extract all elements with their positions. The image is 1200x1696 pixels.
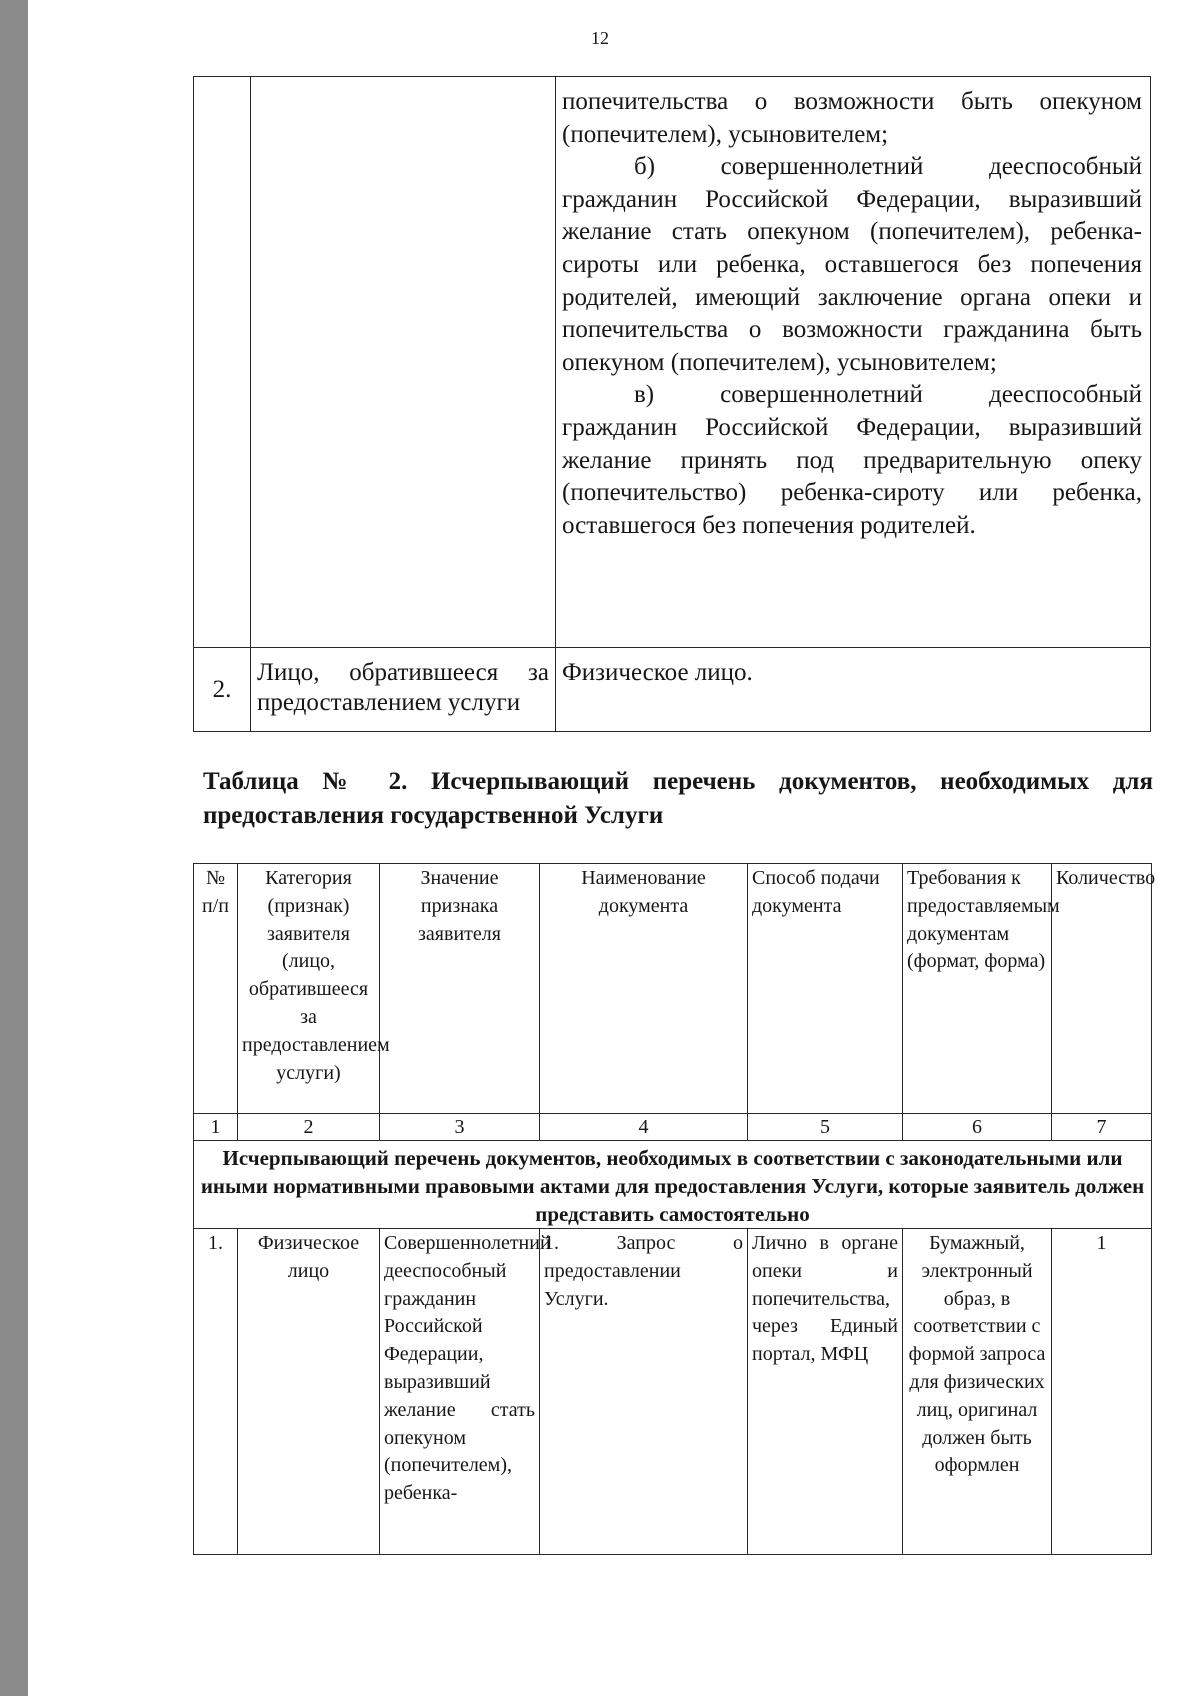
document-name: 1. Запрос о предоставлении Услуги.: [540, 1229, 748, 1555]
header-cell: № п/п: [194, 864, 238, 1114]
document-requirements: Бумажный, электронный образ, в соответствии с формой запроса для физических лиц, оригинал должен быть оформлен: [903, 1229, 1052, 1555]
applicant-value: Совершеннолетний дееспособный гражданин Российской Федерации, выразивший желание стать опекуном (попечителем), ребенка-: [380, 1229, 540, 1555]
column-number: 3: [380, 1114, 540, 1141]
paragraph: б) совершеннолетний дееспособный гражданин Российской Федерации, выразивший желание стать опекуном (попечителем), ребенка-сироты или ребенка, оставшегося без попечения родителей, имеющий заключение органа опеки и попечительства о возможности гражданина быть опекуном (попечителем), усыновителем;: [562, 153, 1142, 376]
column-number: 6: [903, 1114, 1052, 1141]
table-row: [194, 1229, 1152, 1555]
table-caption: Таблица № 2. Исчерпывающий перечень документов, необходимых для предоставления государственной Услуги: [203, 768, 1153, 829]
paragraph: попечительства о возможности быть опекуном (попечителем), усыновителем;: [562, 88, 1142, 148]
header-cell: Способ подачи документа: [748, 864, 903, 1114]
header-cell: Требования к предоставляемым документам (формат, форма): [903, 864, 1052, 1114]
applicant-category: Физическое лицо: [238, 1229, 380, 1555]
table-row: [194, 77, 1151, 648]
scan-margin-bar: [0, 0, 28, 1696]
table-cell: [251, 77, 556, 648]
column-number: 1: [194, 1114, 238, 1141]
table-cell: [194, 77, 251, 648]
header-cell: Наименование документа: [540, 864, 748, 1114]
header-cell: Количество: [1052, 864, 1152, 1114]
submission-method: Лично в органе опеки и попечительства, через Единый портал, МФЦ: [748, 1229, 903, 1555]
documents-table: [193, 863, 1156, 1555]
section-header-row: [194, 1141, 1152, 1229]
section-title: Исчерпывающий перечень документов, необходимых в соответствии с законодательными или иными нормативными правовыми актами для предоставления Услуги, которые заявитель должен представить самостоятельно: [194, 1141, 1152, 1229]
paragraph: в) совершеннолетний дееспособный гражданин Российской Федерации, выразивший желание принять под предварительную опеку (попечительство) ребенка-сироту или ребенка, оставшегося без попечения родителей.: [562, 381, 1142, 539]
column-number: 5: [748, 1114, 903, 1141]
row-number: 1.: [194, 1229, 238, 1555]
applicant-table-continued: [193, 76, 1151, 732]
column-number-row: [194, 1114, 1152, 1141]
applicant-description-cell: [556, 77, 1151, 648]
header-cell: Значение признака заявителя: [380, 864, 540, 1114]
column-number: 2: [238, 1114, 380, 1141]
table-row: [194, 648, 1151, 732]
page-number: 12: [591, 28, 609, 48]
row-label: Лицо, обратившееся за предоставлением услуги: [251, 648, 556, 732]
document-quantity: 1: [1052, 1229, 1152, 1555]
column-number: 4: [540, 1114, 748, 1141]
row-value: Физическое лицо.: [556, 648, 1151, 732]
header-cell: Категория (признак) заявителя (лицо, обратившееся за предоставлением услуги): [238, 864, 380, 1114]
table-header-row: [194, 864, 1152, 1114]
row-number: 2.: [194, 648, 251, 732]
column-number: 7: [1052, 1114, 1152, 1141]
